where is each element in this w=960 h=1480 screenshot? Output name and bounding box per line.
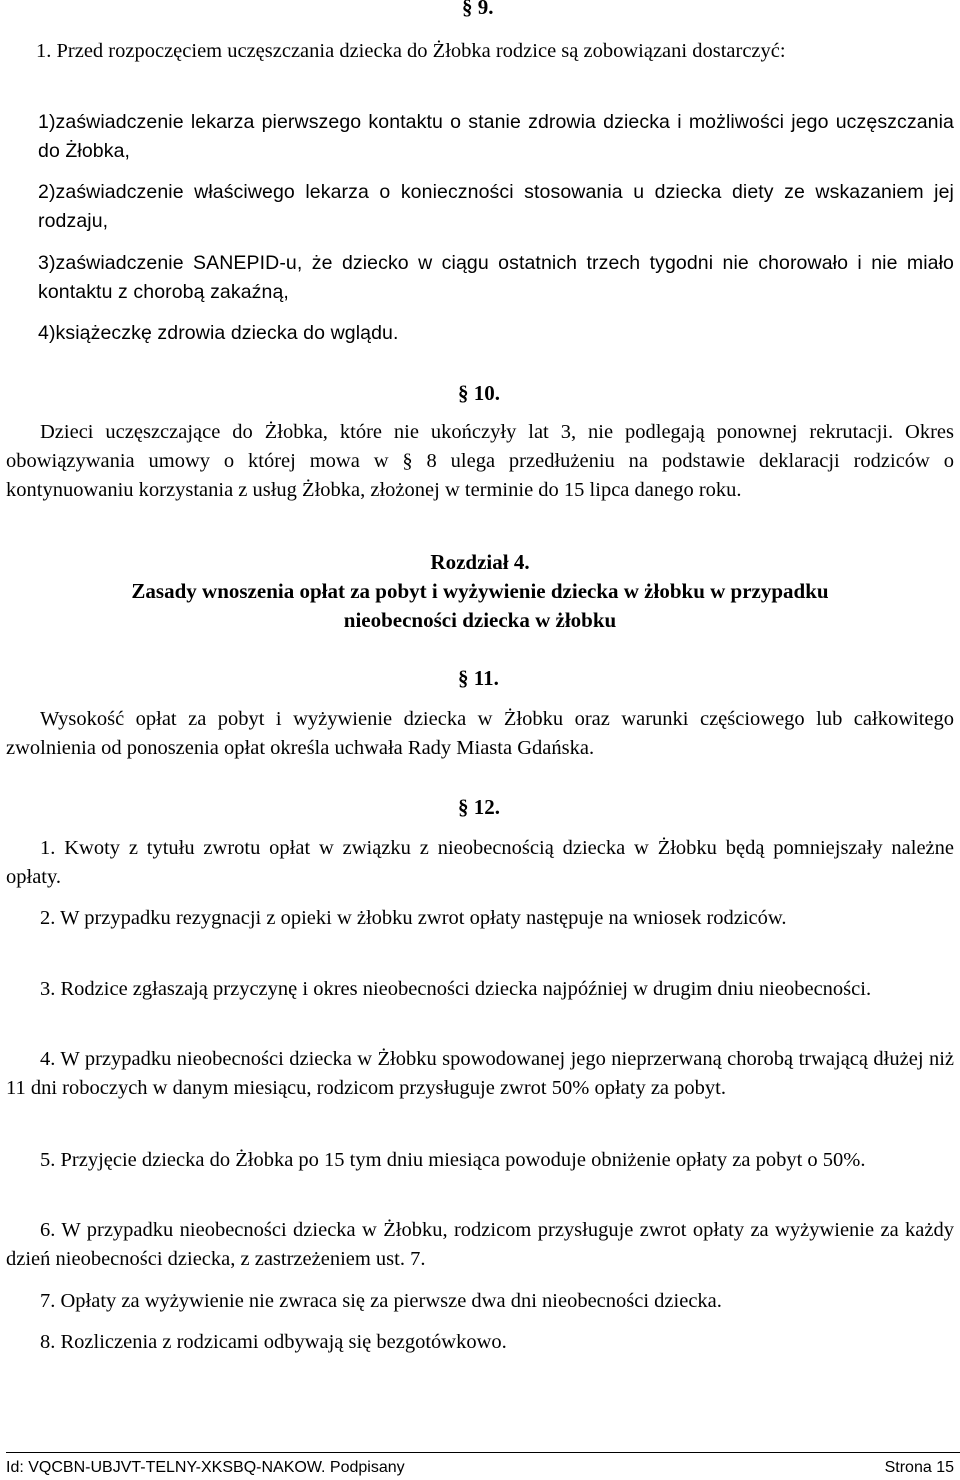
section-12-item-7: 7. Opłaty za wyżywienie nie zwraca się za pierwsze dwa dni nieobecności dziecka. — [40, 1290, 722, 1312]
section-9-paragraph-1: 1. Przed rozpoczęciem uczęszczania dziecka do Żłobka rodzice są zobowiązani dostarczyć: — [36, 40, 786, 62]
footer-page-number: Strona 15 — [884, 1459, 954, 1476]
section-9-item-2: 2)zaświadczenie właściwego lekarza o konieczności stosowania u dziecka diety ze wskazaniem jej rodzaju, — [38, 181, 954, 232]
section-12-heading: § 12. — [458, 795, 500, 819]
section-9-item-4: 4)książeczkę zdrowia dziecka do wglądu. — [38, 322, 399, 344]
section-11-heading: § 11. — [458, 666, 499, 690]
section-12-item-2: 2. W przypadku rezygnacji z opieki w żłobku zwrot opłaty następuje na wniosek rodziców. — [40, 907, 787, 929]
chapter-4-label: Rozdział 4. — [430, 550, 530, 574]
document-page — [6, 0, 954, 1480]
footer-document-id: Id: VQCBN-UBJVT-TELNY-XKSBQ-NAKOW. Podpisany — [6, 1459, 405, 1476]
section-9-item-3: 3)zaświadczenie SANEPID-u, że dziecko w ciągu ostatnich trzech tygodni nie chorowało i nie miało kontaktu z chorobą zakaźną, — [38, 252, 954, 303]
section-11-paragraph: Wysokość opłat za pobyt i wyżywienie dziecka w Żłobku oraz warunki częściowego lub całkowitego zwolnienia od ponoszenia opłat określa uchwała Rady Miasta Gdańska. — [6, 708, 954, 759]
footer-divider — [6, 1452, 960, 1453]
section-10-paragraph: Dzieci uczęszczające do Żłobka, które nie ukończyły lat 3, nie podlegają ponownej rekrutacji. Okres obowiązywania umowy o której mowa w § 8 ulega przedłużeniu na podstawie deklaracji rodziców o kontynuowaniu korzystania z usług Żłobka, złożonej w terminie do 15 lipca danego roku. — [6, 421, 954, 501]
section-12-item-4: 4. W przypadku nieobecności dziecka w Żłobku spowodowanej jego nieprzerwaną chorobą trwającą dłużej niż 11 dni roboczych w danym miesiącu, rodzicom przysługuje zwrot 50% opłaty za pobyt. — [6, 1048, 954, 1099]
section-12-item-5: 5. Przyjęcie dziecka do Żłobka po 15 tym dniu miesiąca powoduje obniżenie opłaty za pobyt o 50%. — [40, 1149, 866, 1171]
section-9-item-1: 1)zaświadczenie lekarza pierwszego kontaktu o stanie zdrowia dziecka i możliwości jego uczęszczania do Żłobka, — [38, 111, 954, 162]
chapter-4-title-line-1: Zasady wnoszenia opłat za pobyt i wyżywienie dziecka w żłobku w przypadku — [131, 579, 829, 603]
chapter-4-title-line-2: nieobecności dziecka w żłobku — [343, 608, 617, 632]
section-10-heading: § 10. — [458, 381, 500, 405]
section-9-heading: § 9. — [462, 0, 494, 19]
section-12-item-6: 6. W przypadku nieobecności dziecka w Żłobku, rodzicom przysługuje zwrot opłaty za wyżywienie za każdy dzień nieobecności dziecka, z zastrzeżeniem ust. 7. — [6, 1219, 954, 1270]
section-12-item-1: 1. Kwoty z tytułu zwrotu opłat w związku z nieobecnością dziecka w Żłobku będą pomniejszały należne opłaty. — [6, 837, 954, 888]
section-12-item-3: 3. Rodzice zgłaszają przyczynę i okres nieobecności dziecka najpóźniej w drugim dniu nieobecności. — [40, 978, 872, 1000]
section-12-item-8: 8. Rozliczenia z rodzicami odbywają się bezgotówkowo. — [40, 1331, 507, 1353]
